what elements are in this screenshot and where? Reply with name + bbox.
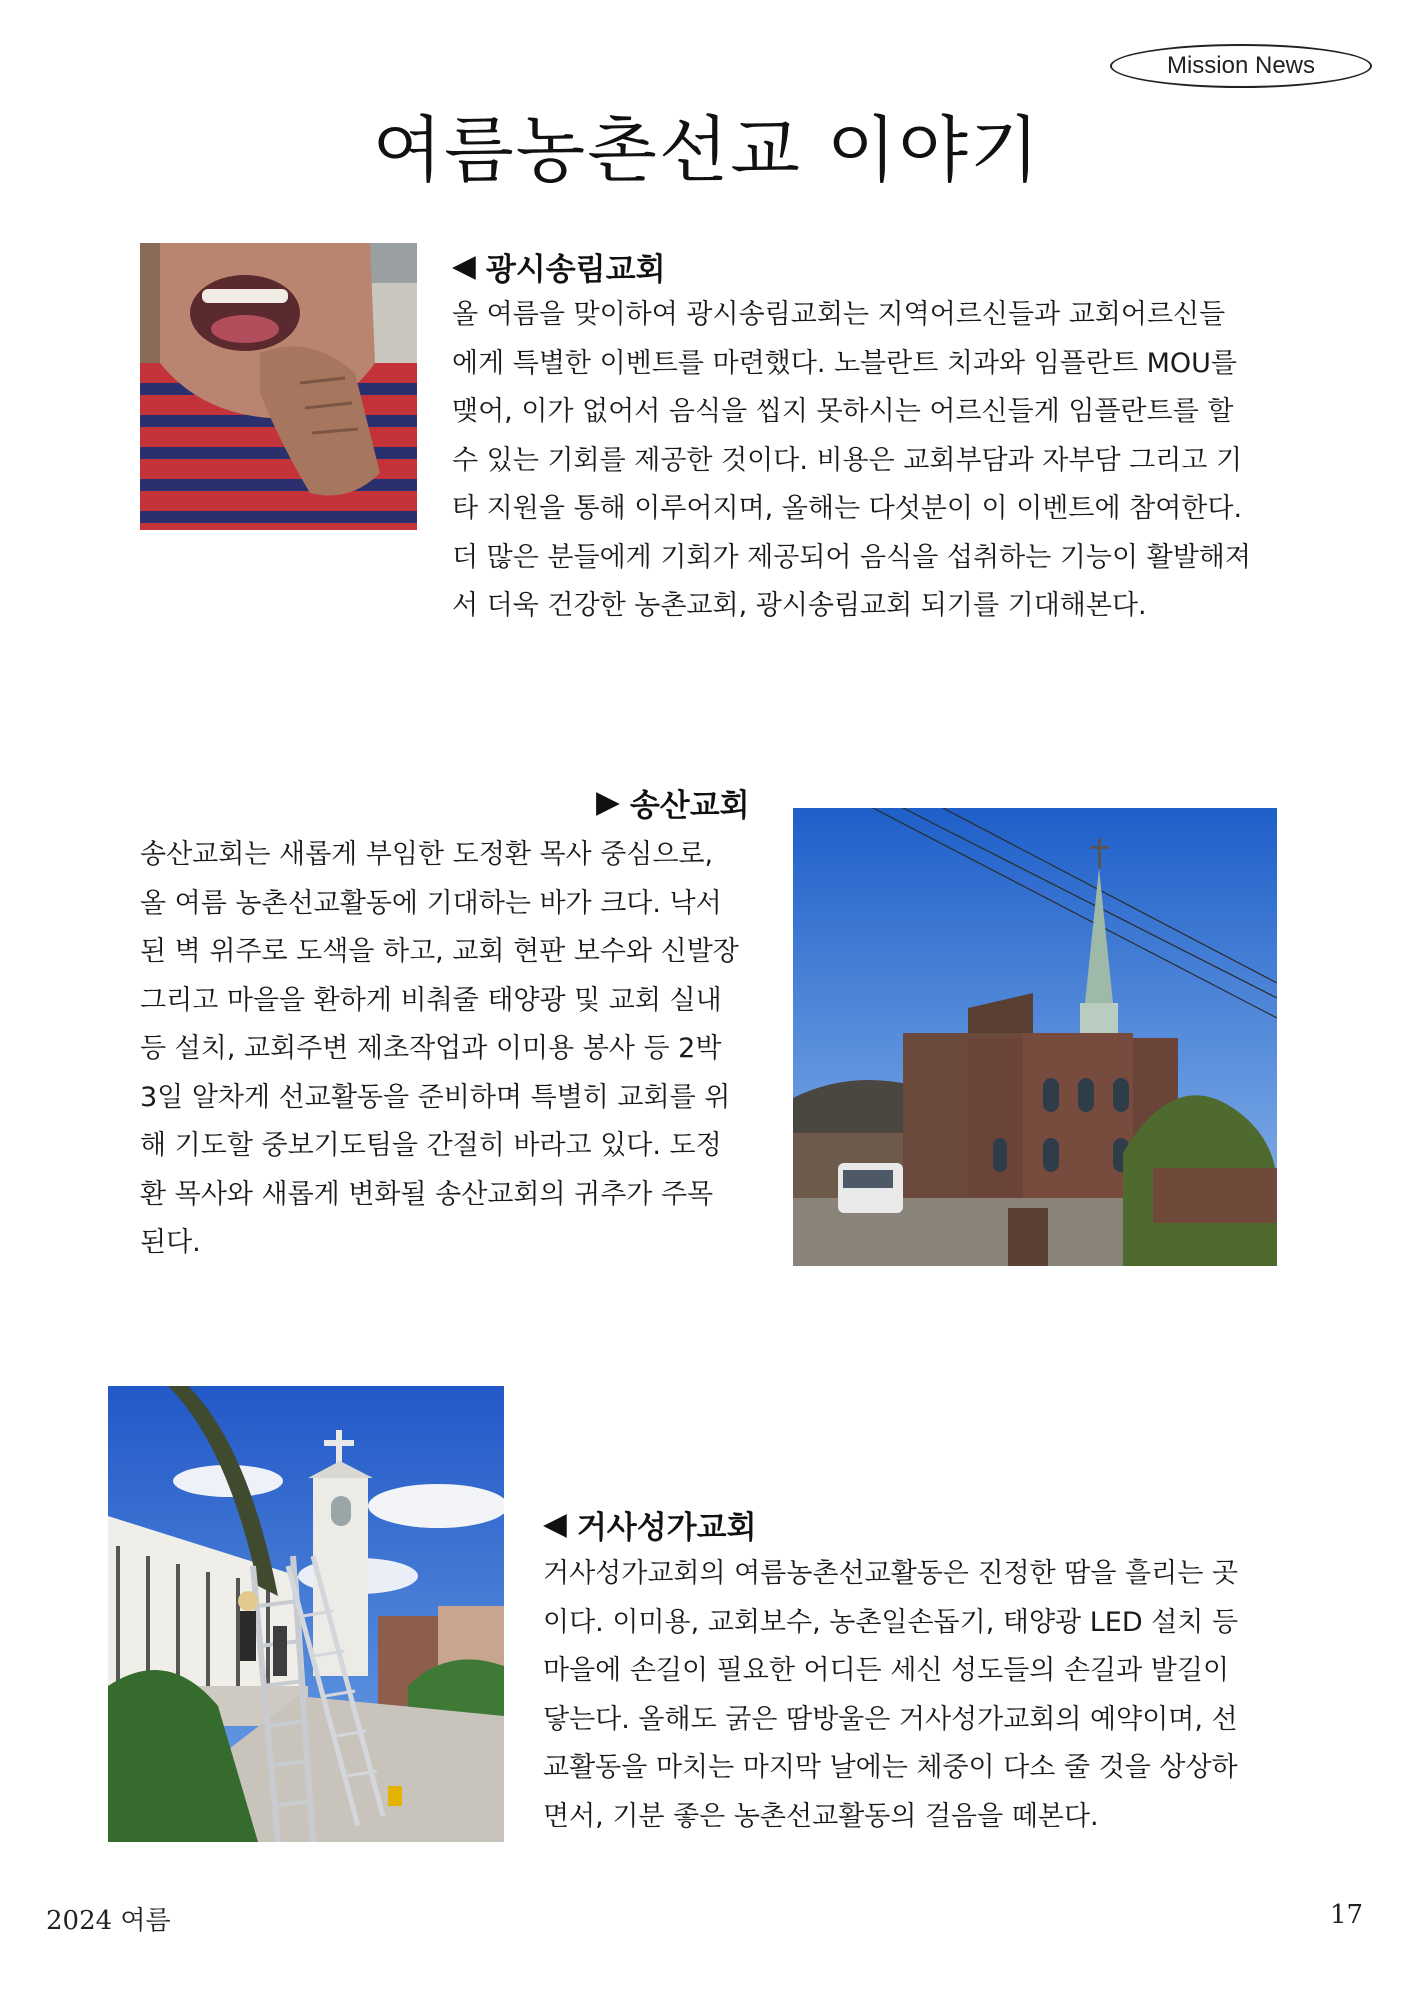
section-body-geosa	[543, 1550, 1276, 1841]
footer-season: 2024 여름	[46, 1906, 171, 1936]
section-body-gwangsi	[452, 291, 1276, 631]
text-line: 서 더욱 건강한 농촌교회, 광시송림교회 되기를 기대해본다.	[452, 590, 1147, 621]
text-line: 거사성가교회의 여름농촌선교활동은 진정한 땀을 흘리는 곳	[543, 1558, 1238, 1589]
right-triangle-icon: ▶	[596, 784, 620, 820]
section-heading-geosa	[543, 1502, 757, 1546]
section-title: 광시송림교회	[485, 251, 666, 288]
mission-news-badge	[1110, 44, 1372, 88]
text-line: 3일 알차게 선교활동을 준비하며 특별히 교회를 위	[140, 1081, 731, 1113]
section-title: 송산교회	[629, 787, 750, 824]
left-triangle-icon: ◀	[452, 248, 476, 284]
photo-elderly-mouth	[140, 243, 417, 530]
photo-songsan-church	[793, 808, 1277, 1266]
text-line: 더 많은 분들에게 기회가 제공되어 음식을 섭취하는 기능이 활발해져	[452, 541, 1251, 573]
photo-geosa-church	[108, 1386, 504, 1842]
section-body-songsan	[140, 831, 760, 1268]
text-line: 교활동을 마치는 마지막 날에는 체중이 다소 줄 것을 상상하	[543, 1752, 1238, 1783]
text-line: 환 목사와 새롭게 변화될 송산교회의 귀추가 주목	[140, 1178, 714, 1210]
section-heading-songsan	[596, 780, 750, 824]
text-line: 면서, 기분 좋은 농촌선교활동의 걸음을 떼본다.	[543, 1800, 1099, 1832]
text-line: 이다. 이미용, 교회보수, 농촌일손돕기, 태양광 LED 설치 등	[543, 1606, 1239, 1638]
text-line: 맺어, 이가 없어서 음식을 씹지 못하시는 어르신들게 임플란트를 할	[452, 396, 1234, 427]
text-line: 수 있는 기회를 제공한 것이다. 비용은 교회부담과 자부담 그리고 기	[452, 444, 1243, 476]
text-line: 된 벽 위주로 도색을 하고, 교회 현판 보수와 신발장	[140, 936, 739, 967]
section-heading-gwangsi	[452, 244, 666, 288]
text-line: 닿는다. 올해도 굵은 땀방울은 거사성가교회의 예약이며, 선	[543, 1703, 1238, 1735]
text-line: 송산교회는 새롭게 부임한 도정환 목사 중심으로,	[140, 839, 714, 870]
text-line: 올 여름 농촌선교활동에 기대하는 바가 크다. 낙서	[140, 887, 722, 919]
text-line: 에게 특별한 이벤트를 마련했다. 노블란트 치과와 임플란트 MOU를	[452, 347, 1238, 379]
text-line: 된다.	[140, 1227, 201, 1258]
section-title: 거사성가교회	[576, 1509, 757, 1546]
page-title: 여름농촌선교 이야기	[372, 108, 1042, 192]
page-number: 17	[1330, 1900, 1364, 1930]
text-line: 올 여름을 맞이하여 광시송림교회는 지역어르신들과 교회어르신들	[452, 299, 1226, 330]
text-line: 등 설치, 교회주변 제초작업과 이미용 봉사 등 2박	[140, 1033, 722, 1064]
text-line: 타 지원을 통해 이루어지며, 올해는 다섯분이 이 이벤트에 참여한다.	[452, 493, 1243, 524]
badge-label: Mission News	[1166, 52, 1316, 79]
text-line: 마을에 손길이 필요한 어디든 세신 성도들의 손길과 발길이	[543, 1655, 1230, 1686]
text-line: 해 기도할 중보기도팀을 간절히 바라고 있다. 도정	[140, 1130, 722, 1161]
text-line: 그리고 마을을 환하게 비춰줄 태양광 및 교회 실내	[140, 984, 722, 1016]
left-triangle-icon: ◀	[543, 1506, 567, 1542]
